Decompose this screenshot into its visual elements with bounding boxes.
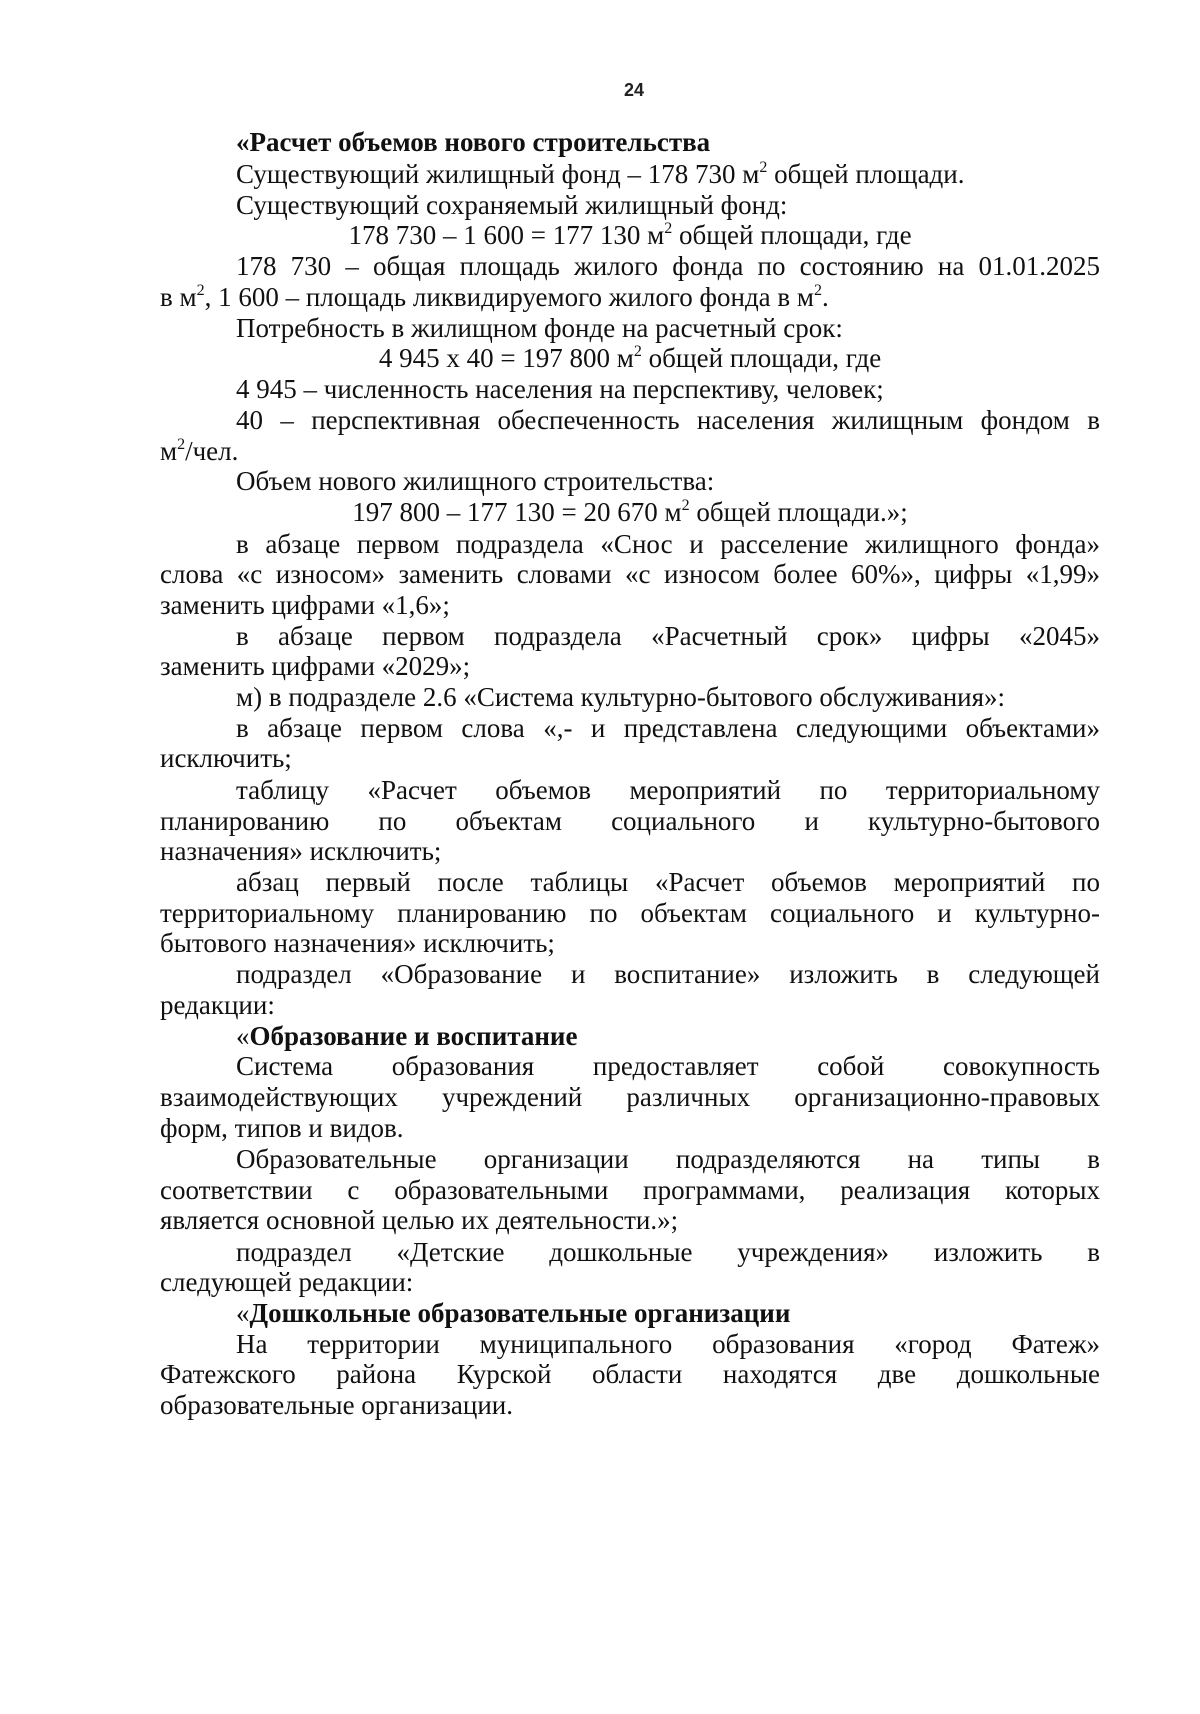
text-line: Фатежского района Курской области находятся две дошкольные xyxy=(160,1359,1100,1389)
text-line: подраздел «Образование и воспитание» изложить в следующей xyxy=(236,959,1100,989)
text-line: абзац первый после таблицы «Расчет объемов мероприятий по xyxy=(236,867,1100,897)
text-line: в $м^2$, 1 600 – площадь ликвидируемого жилого фонда в $м^2$. xyxy=(160,282,829,312)
text-line: м) в подразделе 2.6 «Система культурно-бытового обслуживания»: xyxy=(236,682,1006,712)
text-line: таблицу «Расчет объемов мероприятий по территориальному xyxy=(236,775,1100,805)
text-line: 4 945 – численность населения на перспективу, человек; xyxy=(236,374,884,404)
text-line: редакции: xyxy=(160,990,275,1020)
text-line: Существующий сохраняемый жилищный фонд: xyxy=(236,190,788,220)
formula-line: 197 800 – 177 130 = 20 670 $м^2$ общей площади.»; xyxy=(352,497,908,527)
section-heading-education: «Образование и воспитание xyxy=(236,1021,578,1051)
text-line: заменить цифрами «1,6»; xyxy=(160,590,450,620)
text-line: Потребность в жилищном фонде на расчетный срок: xyxy=(236,313,843,343)
text-line: следующей редакции: xyxy=(160,1267,414,1297)
text-line: $м^2$/чел. xyxy=(160,436,239,466)
text-line: 178 730 – общая площадь жилого фонда по состоянию на 01.01.2025 xyxy=(236,251,1100,281)
section-heading-preschool: «Дошкольные образовательные организации xyxy=(236,1298,791,1328)
text-line: Система образования предоставляет собой совокупность xyxy=(236,1051,1100,1081)
text-line: планированию по объектам социального и культурно-бытового xyxy=(160,806,1100,836)
text-line: является основной целью их деятельности.»; xyxy=(160,1205,679,1235)
text-line: соответствии с образовательными программами, реализация которых xyxy=(160,1175,1100,1205)
text-line: заменить цифрами «2029»; xyxy=(160,651,471,681)
text-line: в абзаце первом подраздела «Снос и расселение жилищного фонда» xyxy=(236,529,1100,559)
text-line: в абзаце первом слова «,- и представлена следующими объектами» xyxy=(236,713,1100,743)
formula-line: 4 945 х 40 = 197 800 $м^2$ общей площади, где xyxy=(378,343,882,373)
text-line: территориальному планированию по объектам социального и культурно- xyxy=(160,898,1100,928)
text-line: Существующий жилищный фонд – 178 730 $м^2$ общей площади. xyxy=(236,159,965,189)
text-line: взаимодействующих учреждений различных организационно-правовых xyxy=(160,1082,1100,1112)
text-line: назначения» исключить; xyxy=(160,836,442,866)
section-heading-new-construction: «Расчет объемов нового строительства xyxy=(236,127,711,157)
formula-line: 178 730 – 1 600 = 177 130 $м^2$ общей площади, где xyxy=(348,220,912,250)
text-line: На территории муниципального образования «город Фатеж» xyxy=(236,1329,1100,1359)
text-line: форм, типов и видов. xyxy=(160,1113,404,1143)
text-line: Объем нового жилищного строительства: xyxy=(236,466,715,496)
text-line: подраздел «Детские дошкольные учреждения» изложить в xyxy=(236,1237,1100,1267)
text-line: Образовательные организации подразделяются на типы в xyxy=(236,1144,1100,1174)
text-line: исключить; xyxy=(160,743,292,773)
text-line: слова «с износом» заменить словами «с износом более 60%», цифры «1,99» xyxy=(160,559,1100,589)
text-line: бытового назначения» исключить; xyxy=(160,928,555,958)
text-line: в абзаце первом подраздела «Расчетный срок» цифры «2045» xyxy=(236,621,1100,651)
text-line: образовательные организации. xyxy=(160,1390,514,1420)
text-line: 40 – перспективная обеспеченность населения жилищным фондом в xyxy=(236,405,1100,435)
page-number: 24 xyxy=(623,80,645,100)
